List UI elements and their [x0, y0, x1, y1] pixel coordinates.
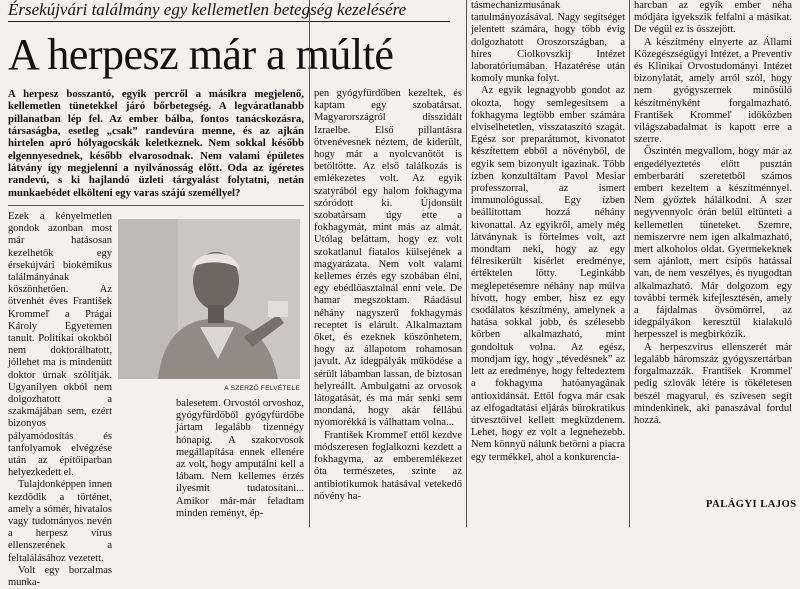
- lead-text: A herpesz bosszantó, egyik percről a másikra megjelenő, kellemetlen tünetekkel járó bőrbetegség. A legváratlanabb pillanatban lép fel. Az ember bálba, fontos tanácskozásra, társaságba, esetleg „csak” randevúra menne, és az ajkán hirtelen apró hólyagocskák keletkeznek. Nem sokkal később elgennyesednek, később elvarosodnak. Nem valami épületes látvány így megjelenni a nyilvánosság előtt. Oda az ígéretes randevú, s ki hajlandó üzleti tárgyalást folytatni, netán munkaebédet elkölteni egy varas szájú személlyel?: [8, 88, 304, 199]
- author-signature: PALÁGYI LAJOS: [706, 499, 797, 510]
- column-divider: [309, 0, 310, 527]
- column-2: [176, 398, 304, 527]
- paragraph: A herpeszvírus ellenszerét már legalább háromszáz gyógyszertárban forgalmazzák. František Krommeľ pedig szlovák létére is tökéletesen beszél magyarul, és szívesen segít mindenkinek, aki panaszával fordul hozzá.: [634, 341, 792, 426]
- lead-divider: [8, 205, 304, 206]
- lead-paragraph: [8, 88, 304, 199]
- column-5: [634, 0, 792, 498]
- paragraph: balesetem. Orvostól orvoshoz, gyógyfürdőből gyógyfürdőbe jártam legalább tizennégy hónapig. A szakorvosok megállapítása ennek ellenére az volt, hogy amputálni kell a lábam. Nem kellemes érzés ilyesmit tudatosítani... Amikor már-már feladtam minden reményt, ép-: [176, 398, 304, 519]
- column-3: [314, 88, 462, 527]
- paragraph: Őszintén megvallom, hogy már az engedélyeztetés előtt pusztán emberbaráti szeretetből számos embert kezeltem a készítménnyel. Nem győztek hálálkodni. A szer negyvennyolc órán belül eltünteti a kellemetlen tüneteket. Szemre, nemiszervre nem igen alkalmazható, mert alkoholos oldat. Gyermekeknek sem ajánlott, mert csípős hatással van, de nem veszélyes, és nyugodtan alkalmazható. Már dolgozom egy további termék kifejlesztésén, amely a fájdalmas övsömörrel, az idegpályákon keresztül kialakuló herpesszel is megbirkózik.: [634, 146, 792, 341]
- column-4: [471, 0, 625, 527]
- paragraph: pen gyógyfürdőben kezeltek, és kaptam egy szobatársat. Magyarországról disszidált Izraelbe. Első pillantásra ötvenévesnek néztem, de kiderült, hogy már a nyolcvanötöt is betöltötte. Az első találkozás is emlékezetes volt. Az egyik szatyrából egy halom fokhagyma szóródott ki. Újdonsült szobatársam úgy ette a fokhagymát, mint más az almát. Utólag beláttam, hogy ez volt szokatlanul fiatalos külsejének a magyarázata. Nem volt valami kellemes érzés egy szobában élni, egy ebédlőasztalnál enni vele. De hamar megszoktam. Ráadásul néhány nagyszerű fokhagymás receptet is elárult. Alkalmaztam őket, és ezeknek köszönhetem, hogy az állapotom rohamosan javult. Az idegpályák működése a sérült lábamban lassan, de biztosan helyreállt. Ambulgatni az orvosok látogatását, és ma már senki sem mondaná, hogy akár féllábú nyomorékká is válhattam volna...: [314, 88, 462, 429]
- portrait-illustration: [118, 219, 300, 379]
- paragraph: A készítmény elnyerte az Állami Közegészségügyi Intézet, a Preventív és Klinikai Orvostudományi Intézet bizonylatát, amely arról szól, hogy nem gyógyszernek minősülő készítményként forgalmazható. František Krommeľ időközben világszabadalmat is kapott erre a szerre.: [634, 36, 792, 146]
- paragraph: harcban az egyik ember néha módjára igyekszik felfalni a másikat. De végül ez is összejött.: [634, 0, 792, 36]
- photo-caption: A SZERZŐ FELVÉTELE: [224, 385, 300, 392]
- paragraph: Tulajdonképpen innen kezdődik a történet, amely a sómér, hivatalos vagy tudományos nevén a herpesz vírus ellenszerének a feltalálásához vezetett.: [8, 479, 112, 564]
- column-1: [8, 211, 112, 589]
- paragraph: Volt egy borzalmas munka-: [8, 564, 112, 589]
- author-photo: [118, 219, 300, 379]
- paragraph: Az egyik legnagyobb gondot az okozta, hogy semlegesítsem a fokhagyma legtöbb ember számára elviselhetetlen, visszataszító szagát. Egész sor preparátumot, kivonatot készítettem ebből a növényből, de egyik sem bizonyult igazinak. Több ízben konzultáltam Pavol Mesiar professzorral, az ismert immunológussal. Egy ízben beállítottam hozzá néhány kivonattal. Az egyikről, amely még látványnak is förtelmes volt, azt mondtam neki, hogy az egy félresikerült kísérlet eredménye, értéktelen lötty. Leginkább meglepetésemre néhány nap múlva hívott, hogy ember, hisz ez egy csodálatos készítmény, amelynek a hatása sokkal jobb, és szélesebb körben alkalmazható, mint gondoltuk volna. Az egész, mondjam így, hogy „tévedésnek” az lett az eredménye, hogy feltedeztem a fokhagyma hatóanyagának antioxidánsát. Ettől fogva már csak az elfogadtatási eljárás bürokratikus útvesztőivel kellett megküzdenem. Lehet, hogy ez volt a legnehezebb. Nem könnyű nálunk betörni a piacra egy termékkel, ahol a konkurencia-: [471, 85, 625, 463]
- kicker: Érsekújvári találmány egy kellemetlen betegség kezelésére: [8, 0, 407, 19]
- column-divider: [466, 0, 467, 527]
- kicker-rule: [8, 21, 450, 22]
- headline: A herpesz már a múlté: [8, 30, 394, 79]
- paragraph: tásmechanizmusának tanulmányozásával. Nagy segítséget jelentett számára, hogy több évig dolgozhatott Oroszországban, a híres Ciolkovszkij Intézet laboratóriumában. Hazatérése után komoly munka folyt.: [471, 0, 625, 85]
- paragraph: František Krommeľ ettől kezdve módszeresen foglalkozni kezdett a fokhagyma, az emberemlékezet óta természetes, szinte az antibiotikumok hatásával vetekedő növény ha-: [314, 429, 462, 502]
- paragraph: Ezek a kényelmetlen gondok azonban most már hatásosan kezelhetők egy érsekújvári biokémikus találmányának köszönhetően. Az ötvenhét éves František Krommeľ a Prágai Károly Egyetemen tanult. Politikai okokból nem doktorálhatott, jóllehet ma is mindenütt doktor úrnak szólítják. Ugyanilyen okból nem dolgozhatott a szakmájában sem, ezért bizonyos pályamódosítás és tanfolyamok elvégzése után az építőiparban helyezkedett el.: [8, 211, 112, 479]
- column-divider: [629, 0, 630, 527]
